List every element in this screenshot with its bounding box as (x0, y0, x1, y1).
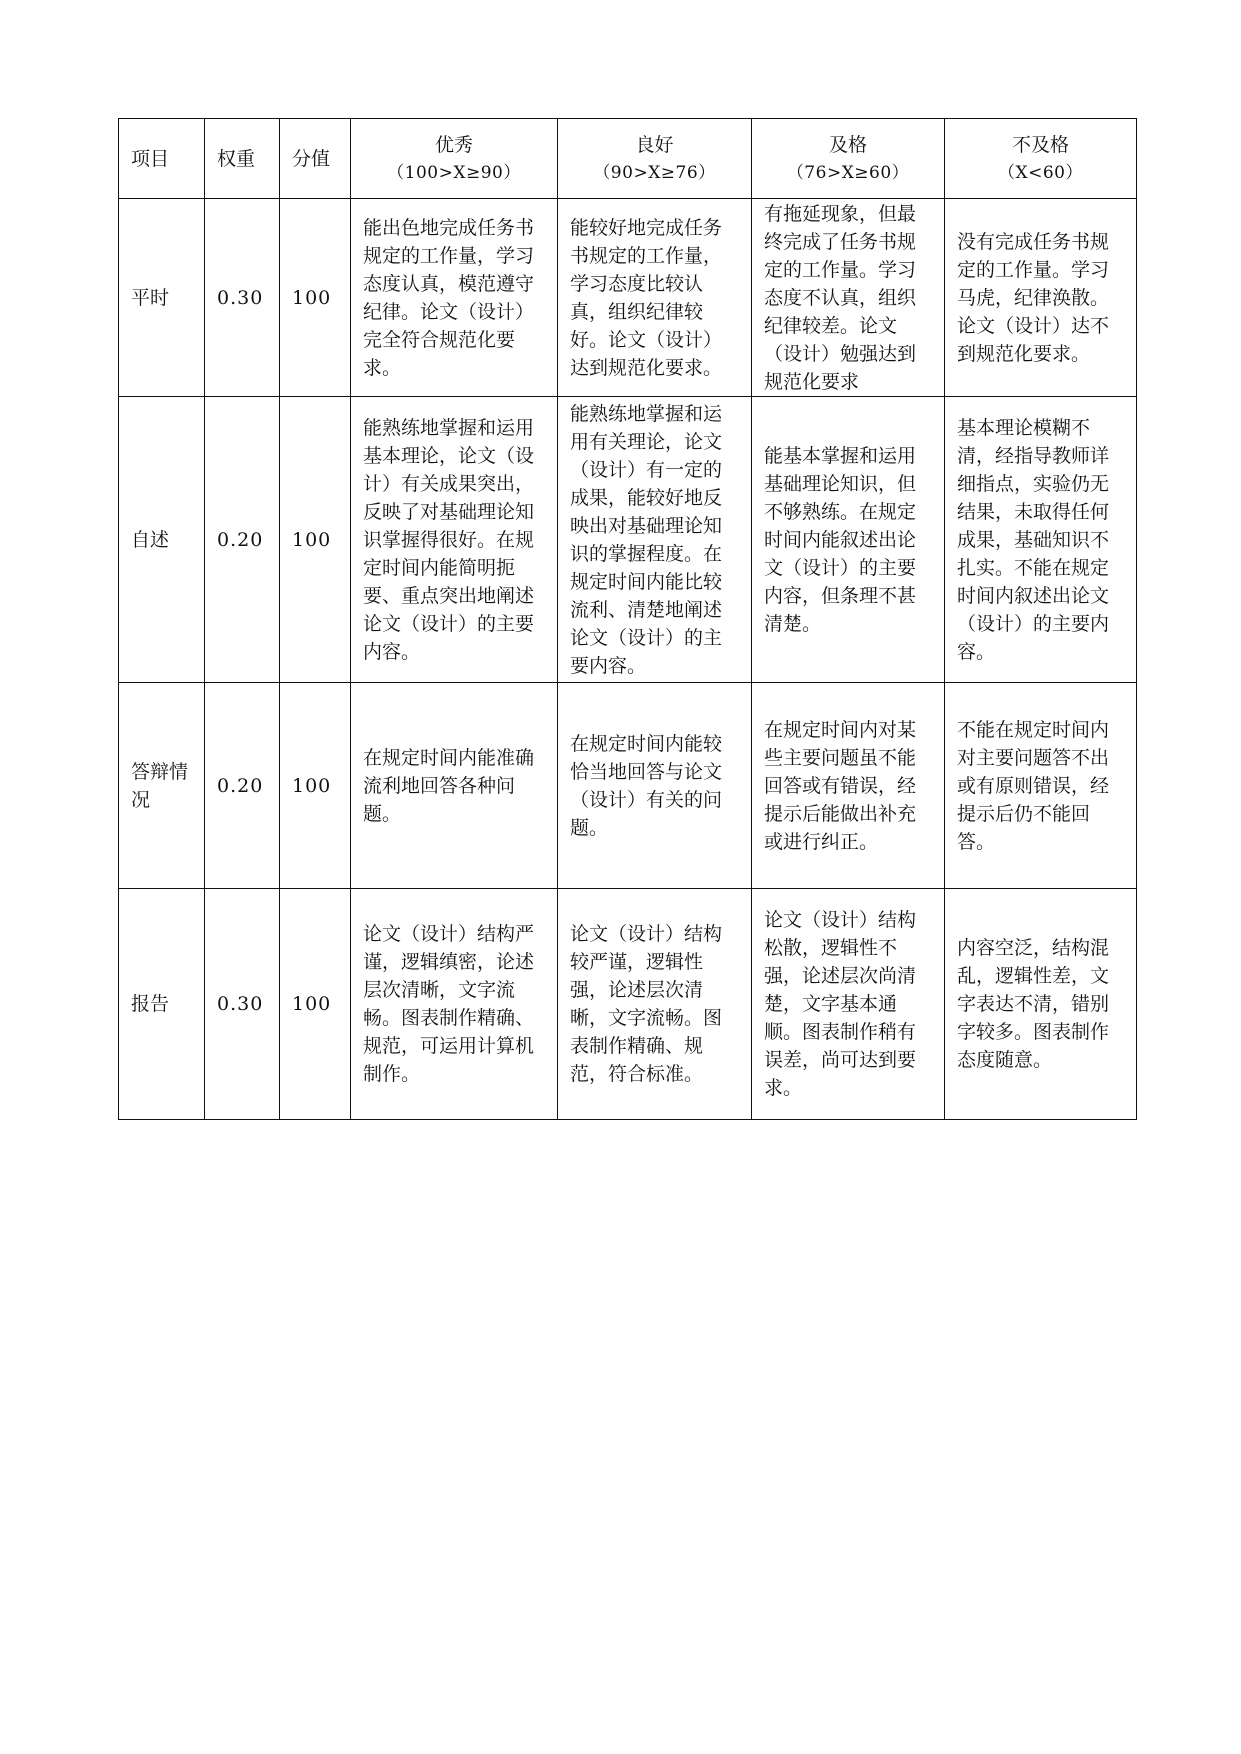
level-range: （100>X≥90） (387, 162, 521, 183)
criteria-pass: 在规定时间内对某些主要问题虽不能回答或有错误，经提示后能做出补充或进行纠正。 (752, 683, 945, 889)
row-item: 平时 (119, 199, 205, 397)
row-score: 100 (280, 889, 351, 1120)
criteria-excellent: 论文（设计）结构严谨，逻辑缜密，论述层次清晰，文字流畅。图表制作精确、规范，可运用计算机制作。 (351, 889, 558, 1120)
header-level-excellent (351, 119, 558, 199)
table-row (119, 397, 1137, 683)
criteria-fail: 没有完成任务书规定的工作量。学习马虎，纪律涣散。论文（设计）达不到规范化要求。 (945, 199, 1137, 397)
header-level-good (558, 119, 752, 199)
row-score: 100 (280, 683, 351, 889)
criteria-pass: 能基本掌握和运用基础理论知识，但不够熟练。在规定时间内能叙述出论文（设计）的主要内容，但条理不甚清楚。 (752, 397, 945, 683)
level-range: （76>X≥60） (786, 162, 910, 183)
row-score: 100 (280, 397, 351, 683)
row-item: 报告 (119, 889, 205, 1120)
criteria-excellent: 能出色地完成任务书规定的工作量，学习态度认真，模范遵守纪律。论文（设计）完全符合规范化要求。 (351, 199, 558, 397)
criteria-excellent: 在规定时间内能准确流利地回答各种问题。 (351, 683, 558, 889)
grading-criteria-table (118, 118, 1137, 1120)
row-weight: 0.30 (205, 199, 280, 397)
header-level-fail (945, 119, 1137, 199)
row-item: 答辩情况 (119, 683, 205, 889)
header-row (119, 119, 1137, 199)
table-row (119, 889, 1137, 1120)
row-item: 自述 (119, 397, 205, 683)
criteria-good: 能较好地完成任务书规定的工作量，学习态度比较认真，组织纪律较好。论文（设计）达到规范化要求。 (558, 199, 752, 397)
level-range: （X<60） (998, 162, 1083, 183)
criteria-good: 论文（设计）结构较严谨，逻辑性强，论述层次清晰，文字流畅。图表制作精确、规范，符合标准。 (558, 889, 752, 1120)
header-weight: 权重 (205, 119, 280, 199)
header-score: 分值 (280, 119, 351, 199)
criteria-fail: 不能在规定时间内对主要问题答不出或有原则错误，经提示后仍不能回答。 (945, 683, 1137, 889)
table-row (119, 199, 1137, 397)
criteria-good: 能熟练地掌握和运用有关理论，论文（设计）有一定的成果，能较好地反映出对基础理论知识的掌握程度。在规定时间内能比较流利、清楚地阐述论文（设计）的主要内容。 (558, 397, 752, 683)
level-range: （90>X≥76） (593, 162, 716, 183)
table-row (119, 683, 1137, 889)
row-score: 100 (280, 199, 351, 397)
criteria-excellent: 能熟练地掌握和运用基本理论，论文（设计）有关成果突出，反映了对基础理论知识掌握得很好。在规定时间内能简明扼要、重点突出地阐述论文（设计）的主要内容。 (351, 397, 558, 683)
level-name: 良好 (635, 133, 674, 156)
row-weight: 0.20 (205, 397, 280, 683)
criteria-pass: 论文（设计）结构松散，逻辑性不强，论述层次尚清楚，文字基本通顺。图表制作稍有误差，尚可达到要求。 (752, 889, 945, 1120)
criteria-pass: 有拖延现象，但最终完成了任务书规定的工作量。学习态度不认真，组织纪律较差。论文（设计）勉强达到规范化要求 (752, 199, 945, 397)
level-name: 及格 (828, 133, 867, 156)
criteria-fail: 内容空泛，结构混乱，逻辑性差，文字表达不清，错别字较多。图表制作态度随意。 (945, 889, 1137, 1120)
header-item: 项目 (119, 119, 205, 199)
row-weight: 0.20 (205, 683, 280, 889)
level-name: 优秀 (434, 133, 473, 156)
criteria-fail: 基本理论模糊不清，经指导教师详细指点，实验仍无结果，未取得任何成果，基础知识不扎实。不能在规定时间内叙述出论文（设计）的主要内容。 (945, 397, 1137, 683)
criteria-good: 在规定时间内能较恰当地回答与论文（设计）有关的问题。 (558, 683, 752, 889)
level-name: 不及格 (1011, 133, 1069, 156)
header-level-pass (752, 119, 945, 199)
row-weight: 0.30 (205, 889, 280, 1120)
